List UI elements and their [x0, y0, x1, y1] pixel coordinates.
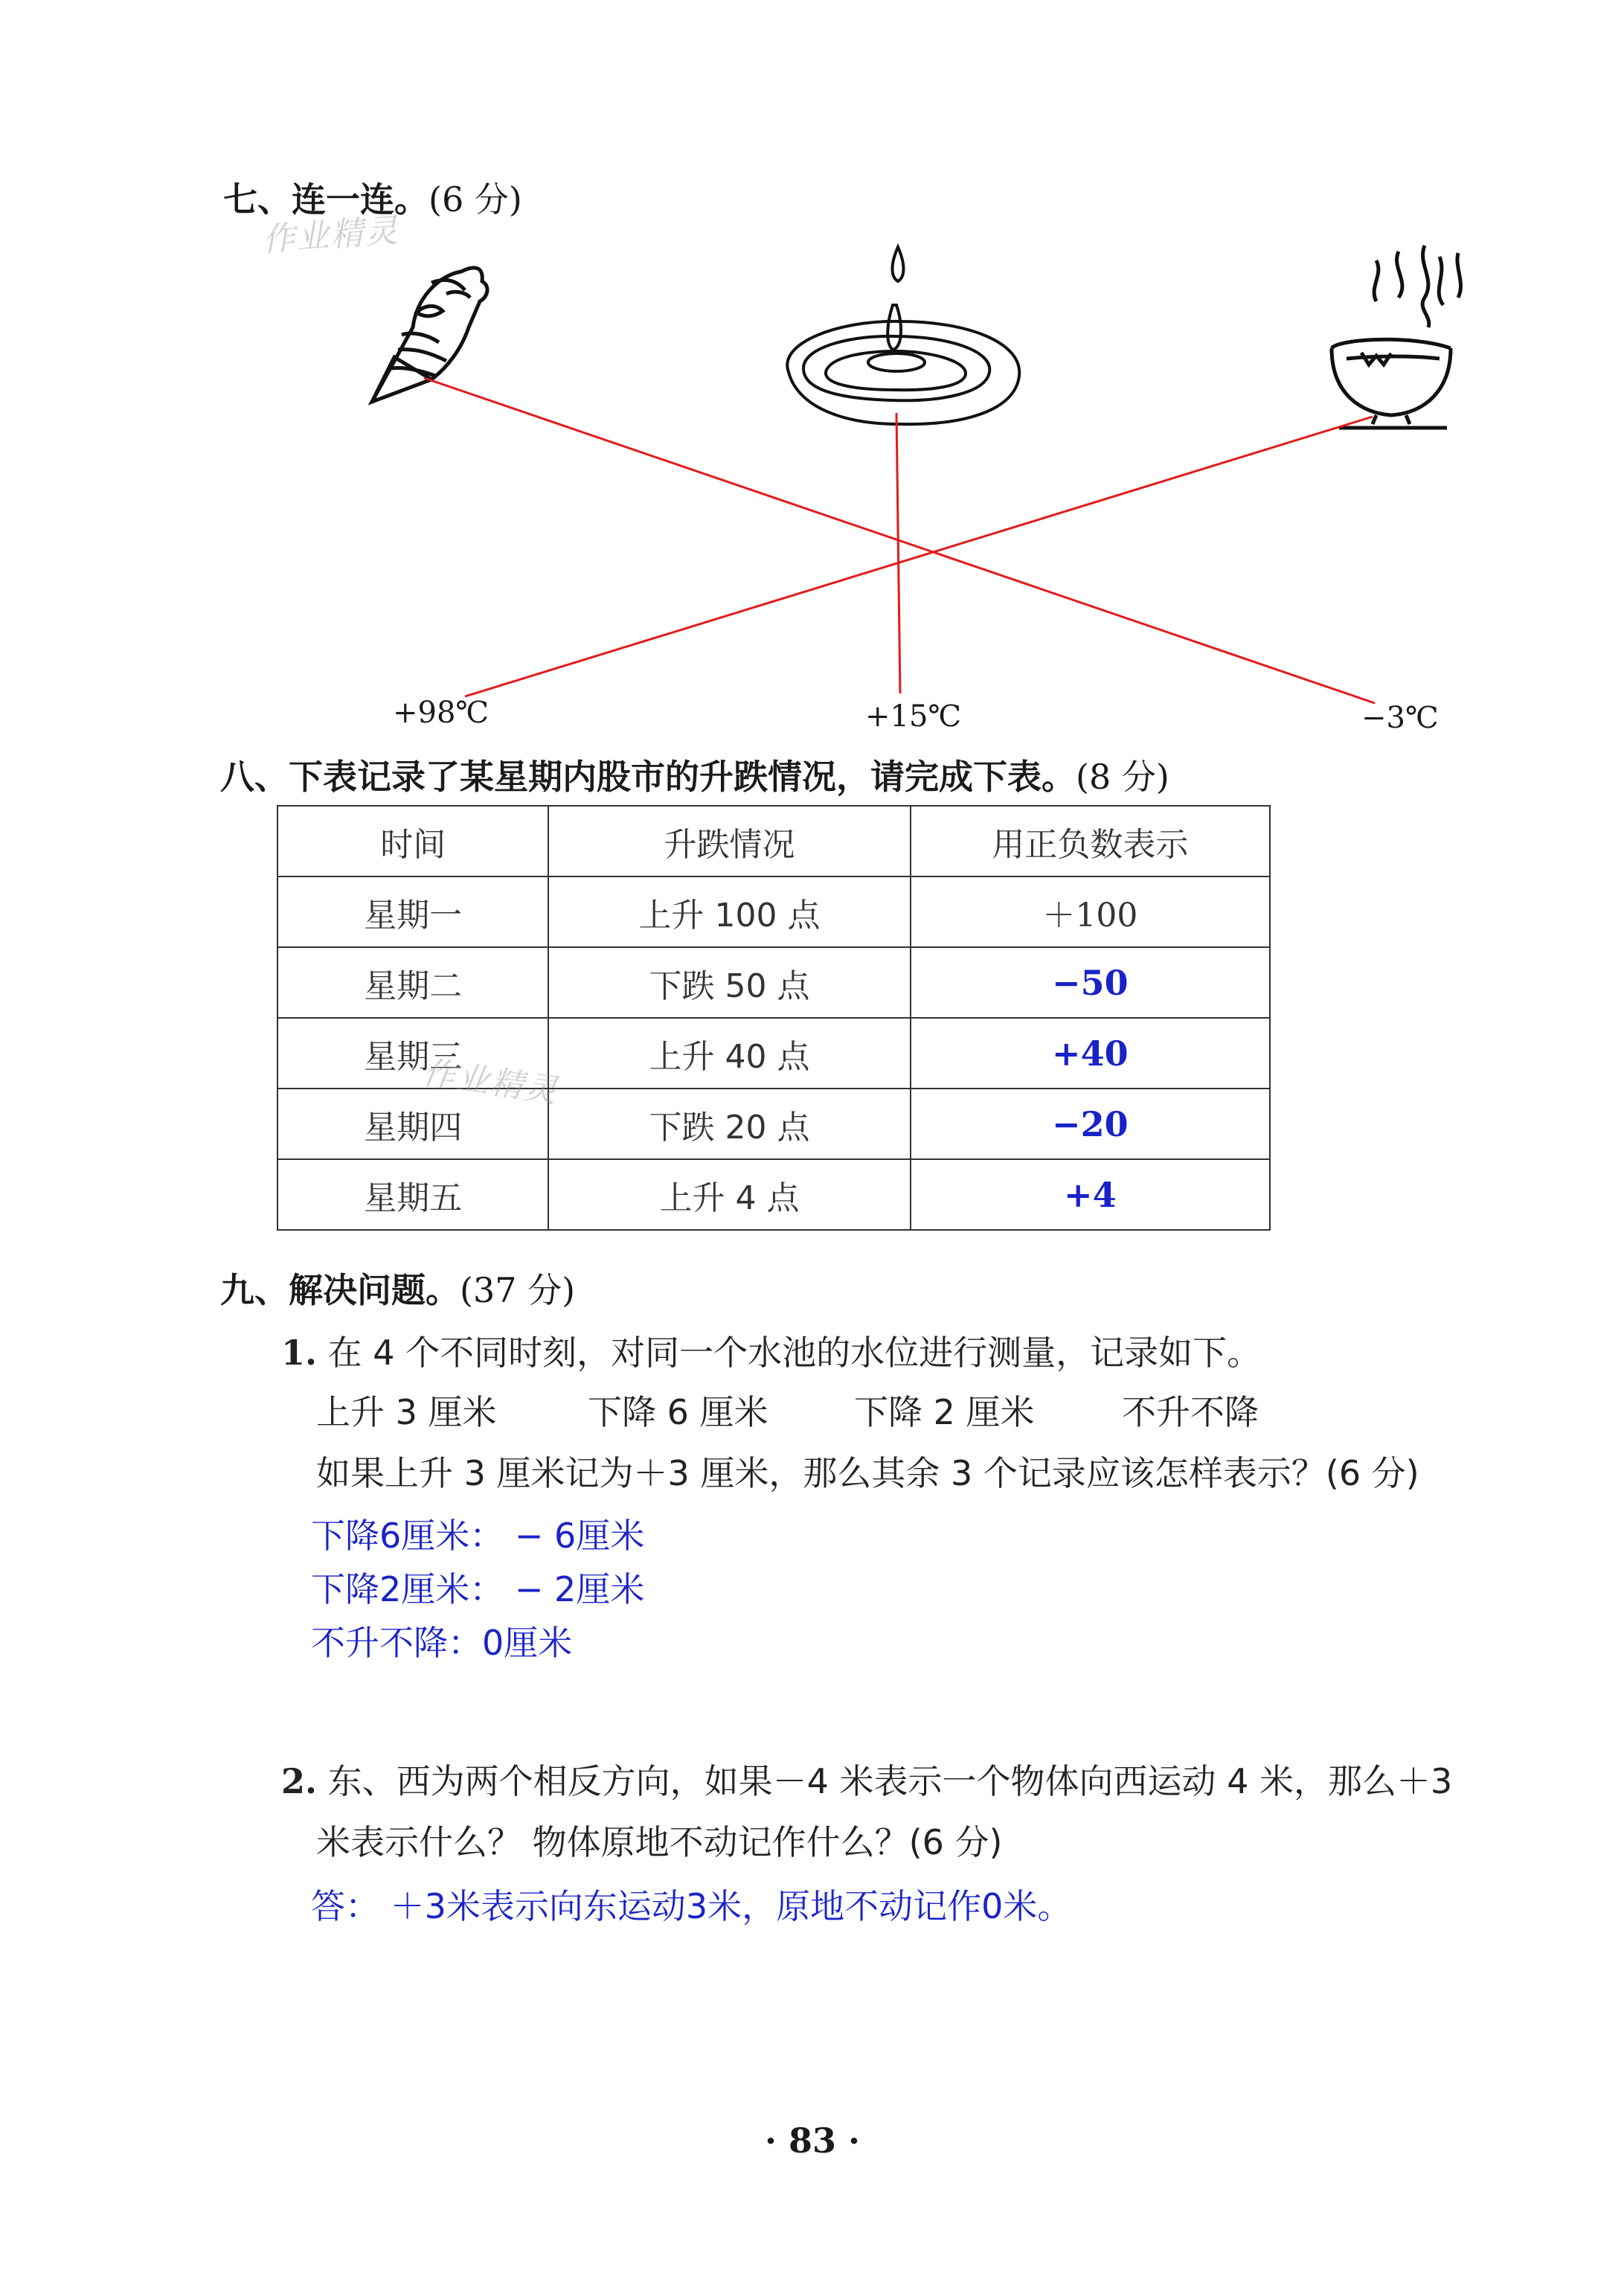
row-day: 星期二 — [277, 947, 548, 1018]
stock-table — [277, 805, 1271, 1231]
temp-98: +98℃ — [393, 696, 490, 730]
q2-number: 2. — [281, 1761, 318, 1801]
header-time: 时间 — [277, 806, 548, 876]
temp-minus3: −3℃ — [1361, 701, 1439, 735]
row-day: 星期四 — [277, 1089, 548, 1159]
section9-points: (37 分) — [460, 1270, 576, 1310]
section8-title: 八、下表记录了某星期内股市的升跌情况，请完成下表。 — [220, 757, 1076, 797]
section9-title: 九、解决问题。 — [220, 1270, 460, 1310]
q1-record-2: 下降 6 厘米 — [588, 1392, 768, 1432]
matching-diagram — [0, 0, 1624, 744]
row-change: 下跌 50 点 — [548, 947, 910, 1018]
row-day: 星期三 — [277, 1018, 548, 1089]
q1-answer-2: 下降2厘米： − 2厘米 — [311, 1569, 645, 1609]
table-watermark: 作业精灵 — [420, 1054, 562, 1111]
row-day: 星期五 — [277, 1159, 548, 1230]
q1-answer-3: 不升不降：0厘米 — [311, 1623, 573, 1663]
q2-question-line2: 米表示什么？ 物体原地不动记作什么？(6 分) — [316, 1822, 1003, 1862]
q1-answer-1: 下降6厘米： − 6厘米 — [311, 1516, 645, 1556]
section7-points: (6 分) — [429, 179, 522, 219]
section7-title: 七、连一连。 — [223, 179, 429, 219]
connection-lines — [424, 378, 1375, 703]
line-bowl-to-98 — [465, 417, 1373, 696]
water-drop-icon — [787, 247, 1019, 424]
section8-points: (8 分) — [1076, 757, 1169, 797]
row-change: 上升 100 点 — [548, 876, 910, 947]
row-change: 上升 4 点 — [548, 1159, 910, 1230]
table-header-row — [277, 806, 1270, 876]
q1-number: 1. — [281, 1333, 318, 1373]
row-value-answer: −20 — [911, 1089, 1270, 1159]
q1-record-4: 不升不降 — [1122, 1392, 1259, 1432]
row-value: ＋100 — [911, 876, 1270, 947]
table-row — [277, 1089, 1270, 1159]
row-change: 上升 40 点 — [548, 1018, 910, 1089]
table-row — [277, 947, 1270, 1018]
q1-text: 在 4 个不同时刻，对同一个水池的水位进行测量，记录如下。 — [327, 1333, 1262, 1373]
q1-question — [281, 1326, 1261, 1375]
q2-answer: 答： ＋3米表示向东运动3米，原地不动记作0米。 — [311, 1886, 1072, 1926]
q1-record-3: 下降 2 厘米 — [854, 1392, 1035, 1432]
row-change: 下跌 20 点 — [548, 1089, 910, 1159]
header-value: 用正负数表示 — [911, 806, 1270, 876]
section8-heading — [220, 750, 1169, 799]
row-value-answer: −50 — [911, 947, 1270, 1018]
ice-cream-icon — [372, 268, 487, 402]
section9-heading — [220, 1263, 575, 1312]
page-number: · 83 · — [764, 2121, 861, 2161]
temp-15: +15℃ — [865, 699, 962, 734]
watermark: 作业精灵 — [260, 211, 400, 260]
q2-question-line1 — [281, 1754, 1452, 1804]
row-value-answer: +4 — [911, 1159, 1270, 1230]
q1-prompt: 如果上升 3 厘米记为＋3 厘米，那么其余 3 个记录应该怎样表示？(6 分) — [316, 1453, 1419, 1493]
q1-record-1: 上升 3 厘米 — [316, 1392, 497, 1432]
header-change: 升跌情况 — [548, 806, 910, 876]
hot-bowl-icon — [1332, 246, 1461, 428]
q2-text-line1: 东、西为两个相反方向，如果－4 米表示一个物体向西运动 4 米，那么＋3 — [327, 1761, 1453, 1801]
table-row — [277, 1159, 1270, 1230]
table-row — [277, 876, 1270, 947]
row-value-answer: +40 — [911, 1018, 1270, 1089]
line-water-to-15 — [896, 413, 900, 693]
row-day: 星期一 — [277, 876, 548, 947]
